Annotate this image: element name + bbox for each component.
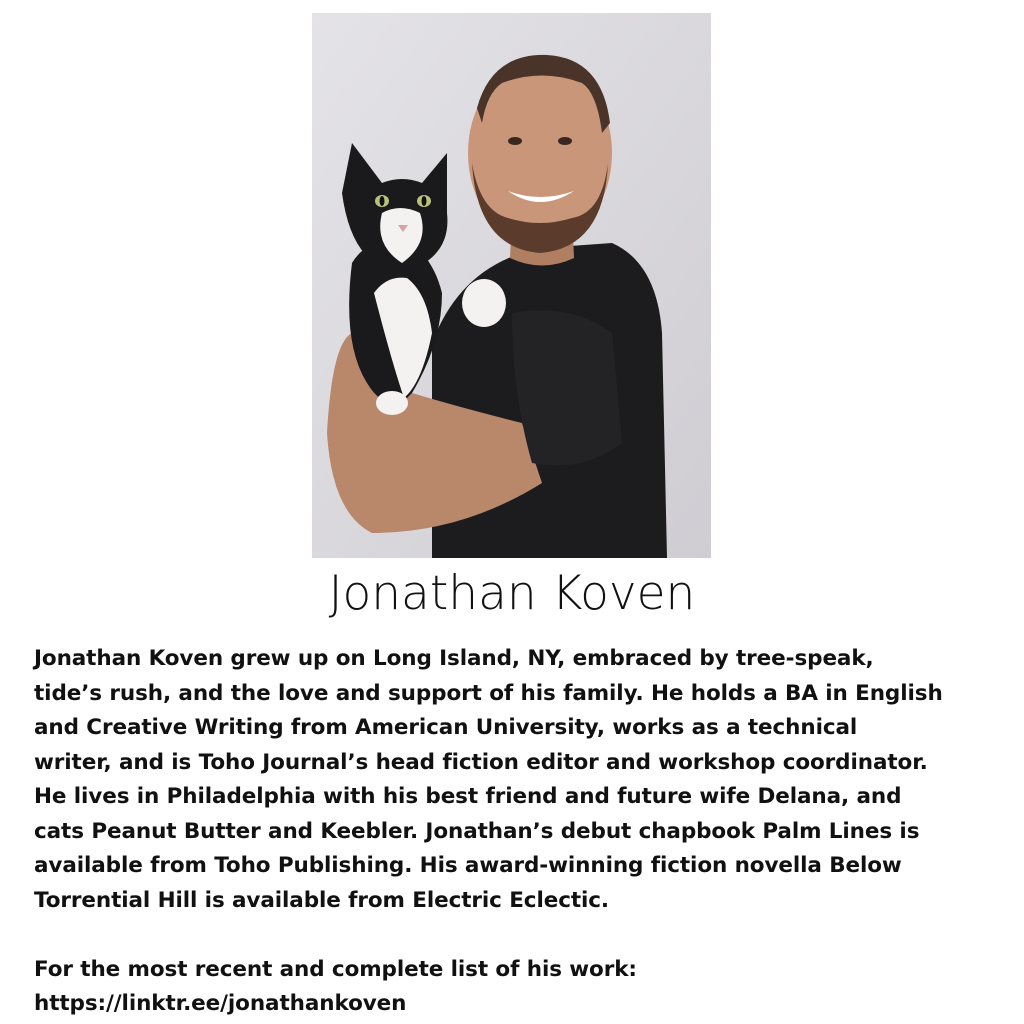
paragraph-spacer [34,918,1004,953]
author-photo [312,13,711,558]
bio-line: Torrential Hill is available from Electric Eclectic. [34,887,609,913]
portrait-man-with-cat-photo [312,13,711,558]
bio-line: cats Peanut Butter and Keebler. Jonathan’s debut chapbook Palm Lines is [34,818,920,844]
bio-line: available from Toho Publishing. His award-winning fiction novella Below [34,853,902,878]
bio-line: and Creative Writing from American University, works as a technical [34,715,858,740]
author-bio [34,642,1004,1022]
author-name: Jonathan Koven [328,566,696,621]
bio-line: Jonathan Koven grew up on Long Island, NY, embraced by tree-speak, [34,646,874,671]
bio-line: He lives in Philadelphia with his best friend and future wife Delana, and [34,784,902,809]
bio-line: tide’s rush, and the love and support of his family. He holds a BA in English [34,680,943,706]
linktree-url: https://linktr.ee/jonathankoven [34,991,407,1016]
work-list-intro: For the most recent and complete list of his work: [34,956,637,982]
bio-line: writer, and is Toho Journal’s head fiction editor and workshop coordinator. [34,749,928,775]
